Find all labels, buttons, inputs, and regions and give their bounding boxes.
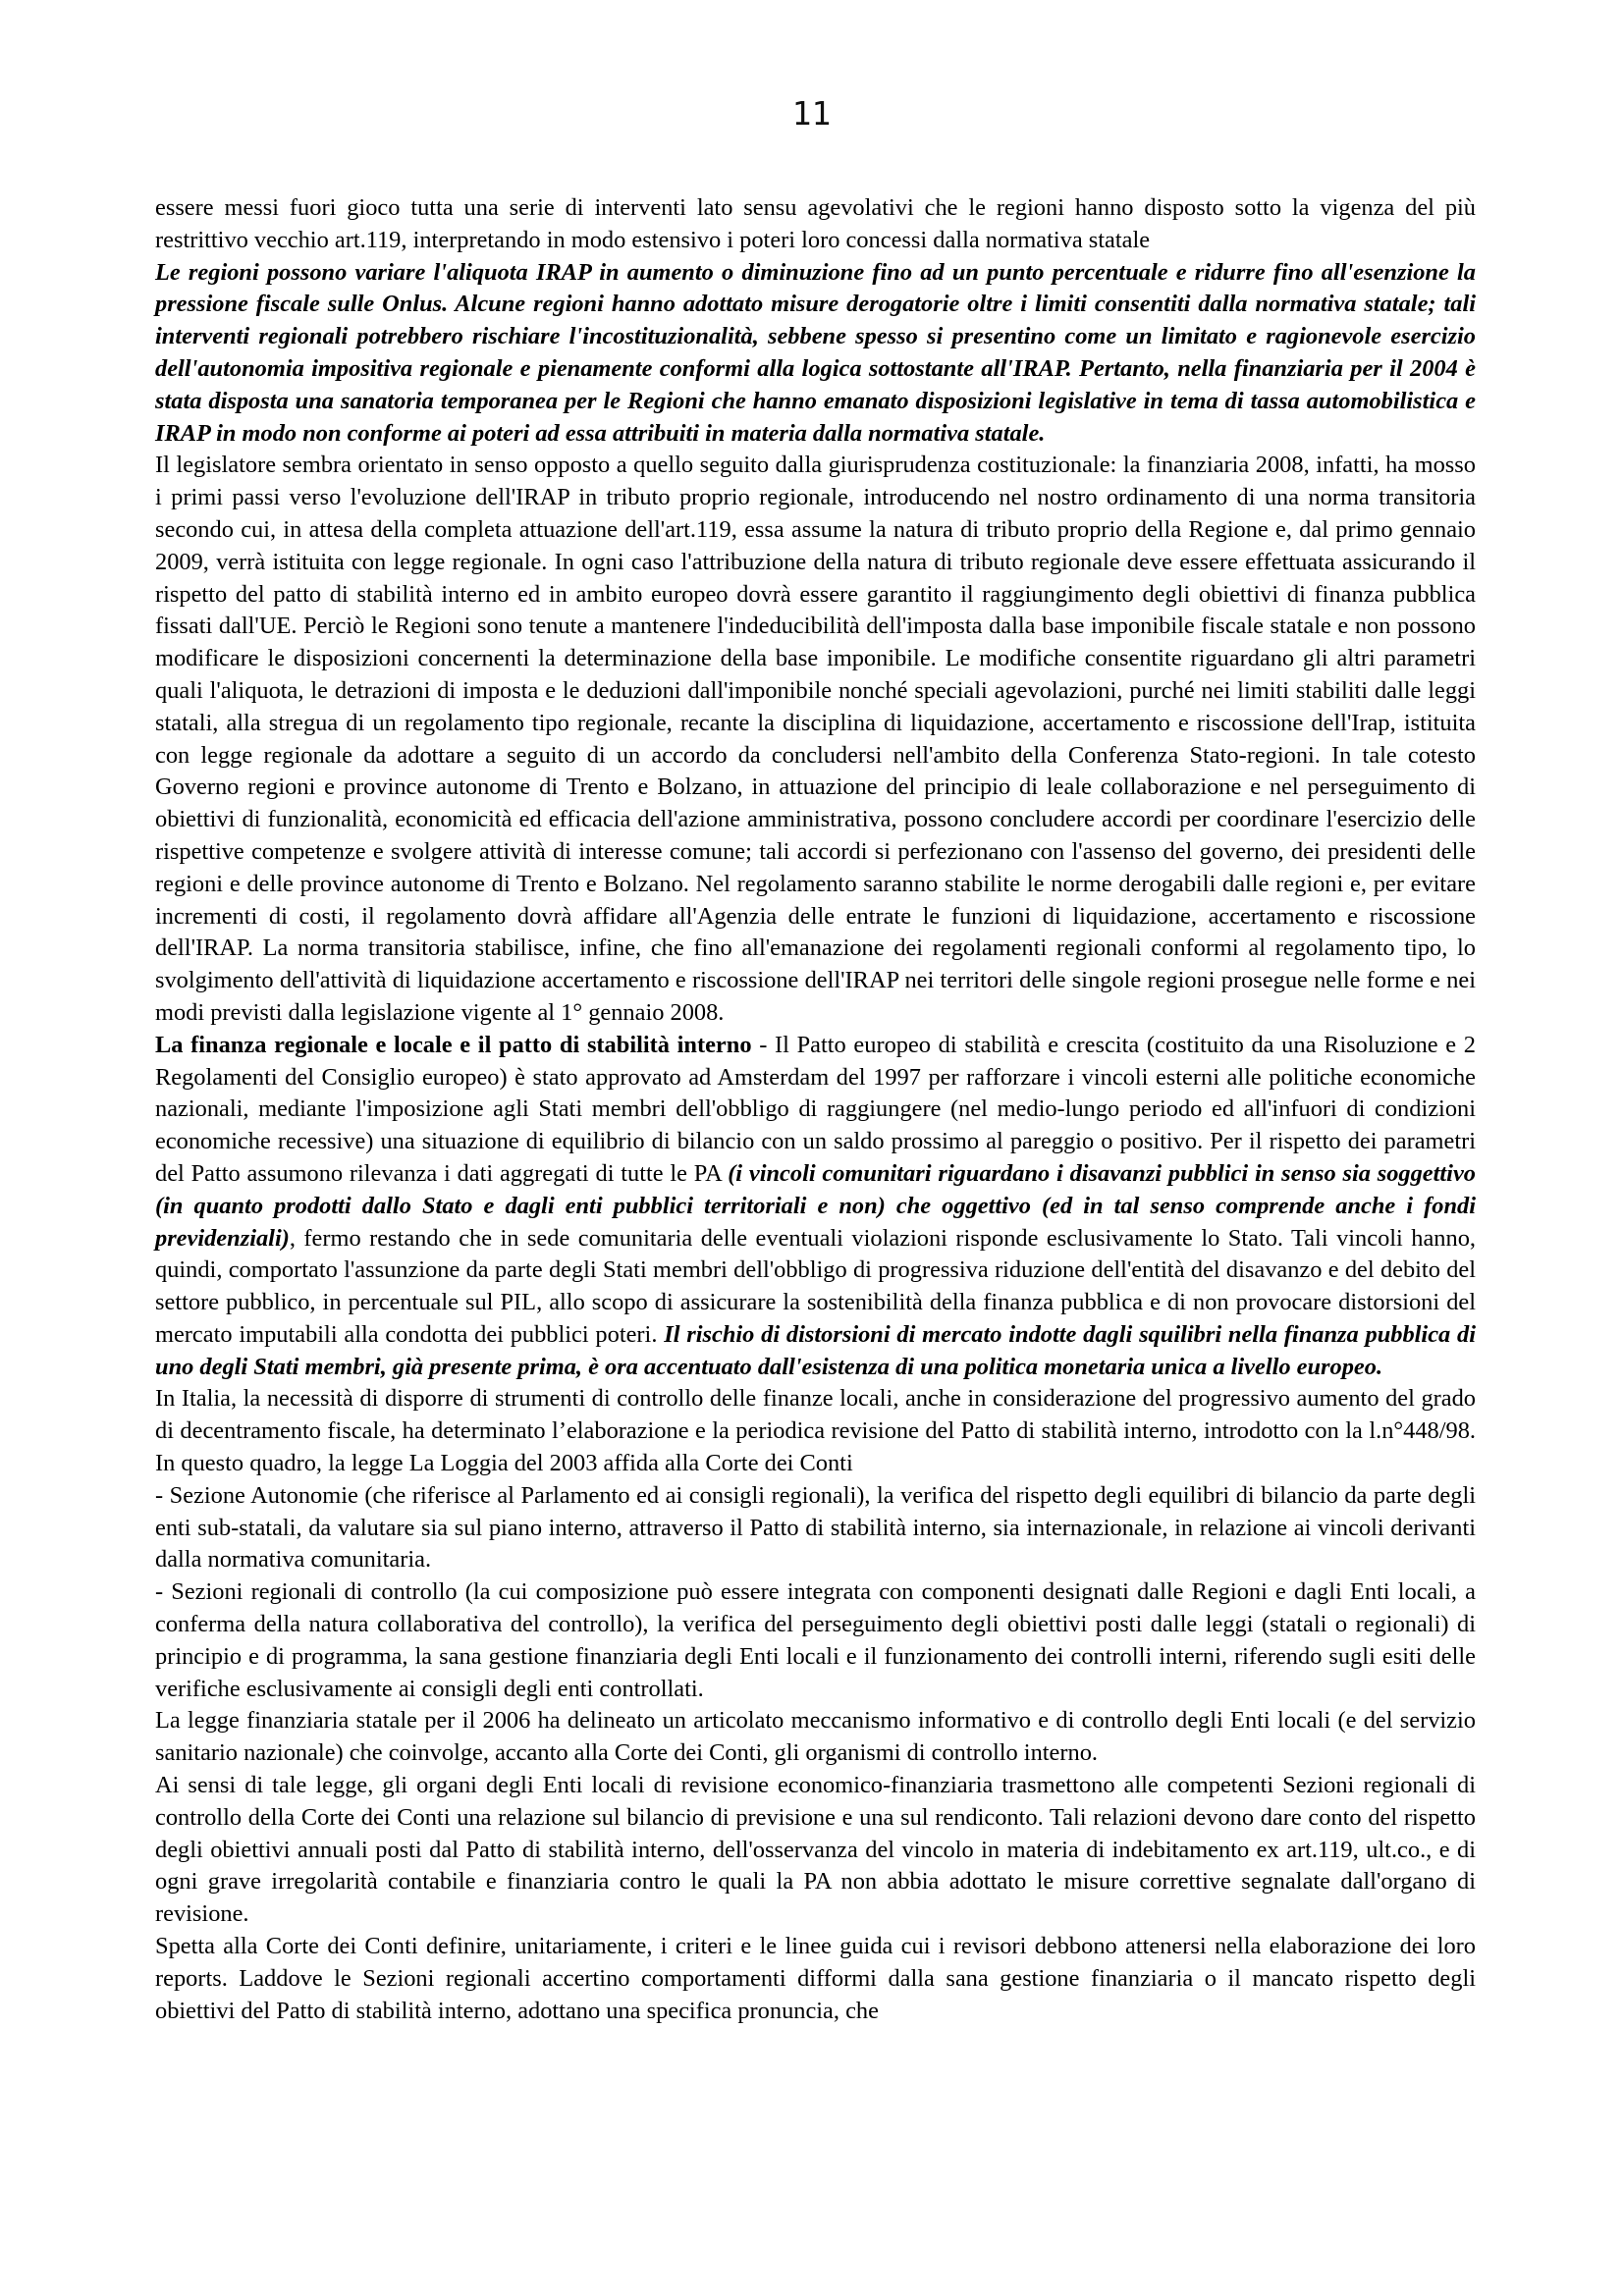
bold-text: Il rischio di distorsioni di mercato indotte dagli squilibri nella finanza pubblica di uno degli Stati membri, già presente prima, è ora accentuato dall'esistenza di una politica monetaria unica a livello europeo.: [155, 1320, 1476, 1380]
bold-paragraph: Le regioni possono variare l'aliquota IRAP in aumento o diminuzione fino ad un punto percentuale e ridurre fino all'esenzione la pressione fiscale sulle Onlus. Alcune regioni hanno adottato misure derogatorie oltre i limiti consentiti dalla normativa statale; tali interventi regionali potrebbero rischiare l'incostituzionalità, sebbene spesso si presentino come un limitato e ragionevole esercizio dell'autonomia impositiva regionale e pienamente conformi alla logica sottostante all'IRAP. Pertanto, nella finanziaria per il 2004 è stata disposta una sanatoria temporanea per le Regioni che hanno emanato disposizioni legislative in tema di tassa automobilistica e IRAP in modo non conforme ai poteri ad essa attribuiti in materia dalla normativa statale.: [155, 258, 1476, 447]
paragraph-text: - Il Patto europeo di stabilità e crescita (costituito da una Risoluzione e 2 Regolamenti del Consiglio europeo) è stato approvato ad Amsterdam del 1997 per rafforzare i vincoli esterni alle politiche economiche nazionali, mediante l'imposizione agli Stati membri dell'obbligo di raggiungere (nel medio-lungo periodo ed all'infuori di condizioni economiche recessive) una situazione di equilibrio di bilancio con un saldo prossimo al pareggio o positivo. Per il rispetto dei parametri del Patto assumono rilevanza i dati aggregati di tutte le PA: [155, 1031, 1476, 1187]
bold-text: (i vincoli comunitari riguardano i disavanzi pubblici in senso sia soggettivo (in quanto prodotti dallo Stato e dagli enti pubblici territoriali e non) che oggettivo (ed in tal senso comprende anche i fondi previdenziali): [155, 1159, 1476, 1252]
paragraph: Ai sensi di tale legge, gli organi degli Enti locali di revisione economico-finanziaria trasmettono alle competenti Sezioni regionali di controllo della Corte dei Conti una relazione sul bilancio di previsione e una sul rendiconto. Tali relazioni devono dare conto del rispetto degli obiettivi annuali posti dal Patto di stabilità interno, dell'osservanza del vincolo in materia di indebitamento ex art.119, ult.co., e di ogni grave irregolarità contabile e finanziaria contro le quali la PA non abbia adottato le misure correttive segnalate dall'organo di revisione.: [155, 1772, 1476, 1928]
paragraph-text: , fermo restando che in sede comunitaria delle eventuali violazioni risponde esclusivamente lo Stato. Tali vincoli hanno, quindi, comportato l'assunzione da parte degli Stati membri dell'obbligo di progressiva riduzione dell'entità del disavanzo e del debito del settore pubblico, in percentuale sul PIL, allo scopo di assicurare la sostenibilità della finanza pubblica e di non provocare distorsioni del mercato imputabili alla condotta dei pubblici poteri.: [155, 1224, 1476, 1348]
page-number: 11: [791, 94, 832, 133]
paragraph: - Sezione Autonomie (che riferisce al Parlamento ed ai consigli regionali), la verifica del rispetto degli equilibri di bilancio da parte degli enti sub-statali, da valutare sia sul piano interno, attraverso il Patto di stabilità interno, sia internazionale, in relazione ai vincoli derivanti dalla normativa comunitaria.: [155, 1481, 1476, 1574]
document-body: [155, 192, 1476, 2027]
paragraph: La legge finanziaria statale per il 2006 ha delineato un articolato meccanismo informativo e di controllo degli Enti locali (e del servizio sanitario nazionale) che coinvolge, accanto alla Corte dei Conti, gli organismi di controllo interno.: [155, 1707, 1476, 1767]
paragraph: - Sezioni regionali di controllo (la cui composizione può essere integrata con componenti designati dalle Regioni e dagli Enti locali, a conferma della natura collaborativa del controllo), la verifica del perseguimento degli obiettivi posti dalle leggi (statali o regionali) di principio e di programma, la sana gestione finanziaria degli Enti locali e il funzionamento dei controlli interni, riferendo sugli esiti delle verifiche esclusivamente ai consigli degli enti controllati.: [155, 1578, 1476, 1702]
paragraph: essere messi fuori gioco tutta una serie di interventi lato sensu agevolativi che le regioni hanno disposto sotto la vigenza del più restrittivo vecchio art.119, interpretando in modo estensivo i poteri loro concessi dalla normativa statale: [155, 194, 1476, 253]
section-heading: La finanza regionale e locale e il patto di stabilità interno: [155, 1031, 752, 1058]
paragraph: Il legislatore sembra orientato in senso opposto a quello seguito dalla giurisprudenza costituzionale: la finanziaria 2008, infatti, ha mosso i primi passi verso l'evoluzione dell'IRAP in tributo proprio regionale, introducendo nel nostro ordinamento di una norma transitoria secondo cui, in attesa della completa attuazione dell'art.119, essa assume la natura di tributo proprio della Regione e, dal primo gennaio 2009, verrà istituita con legge regionale. In ogni caso l'attribuzione della natura di tributo regionale deve essere effettuata assicurando il rispetto del patto di stabilità interno ed in ambito europeo dovrà essere garantito il raggiungimento degli obiettivi di finanza pubblica fissati dall'UE. Perciò le Regioni sono tenute a mantenere l'indeducibilità dell'imposta dalla base imponibile fiscale statale e non possono modificare le disposizioni concernenti la determinazione della base imponibile. Le modifiche consentite riguardano gli altri parametri quali l'aliquota, le detrazioni di imposta e le deduzioni dall'imponibile nonché speciali agevolazioni, purché nei limiti stabiliti dalle leggi statali, alla stregua di un regolamento tipo regionale, recante la disciplina di liquidazione, accertamento e riscossione dell'Irap, istituita con legge regionale da adottare a seguito di un accordo da concludersi nell'ambito della Conferenza Stato-regioni. In tale cotesto Governo regioni e province autonome di Trento e Bolzano, in attuazione del principio di leale collaborazione e nel perseguimento di obiettivi di funzionalità, economicità ed efficacia dell'azione amministrativa, possono concludere accordi per coordinare l'esercizio delle rispettive competenze e svolgere attività di interesse comune; tali accordi si perfezionano con l'assenso del governo, dei presidenti delle regioni e delle province autonome di Trento e Bolzano. Nel regolamento saranno stabilite le norme derogabili dalle regioni e, per evitare incrementi di costi, il regolamento dovrà affidare all'Agenzia delle entrate le funzioni di liquidazione, accertamento e riscossione dell'IRAP. La norma transitoria stabilisce, infine, che fino all'emanazione dei regolamenti regionali conformi al regolamento tipo, lo svolgimento dell'attività di liquidazione accertamento e riscossione dell'IRAP nei territori delle singole regioni prosegue nelle forme e nei modi previsti dalla legislazione vigente al 1° gennaio 2008.: [155, 452, 1476, 1026]
paragraph: In Italia, la necessità di disporre di strumenti di controllo delle finanze locali, anche in considerazione del progressivo aumento del grado di decentramento fiscale, ha determinato l’elaborazione e la periodica revisione del Patto di stabilità interno, introdotto con la l.n°448/98. In questo quadro, la legge La Loggia del 2003 affida alla Corte dei Conti: [155, 1385, 1476, 1477]
paragraph: Spetta alla Corte dei Conti definire, unitariamente, i criteri e le linee guida cui i revisori debbono attenersi nella elaborazione dei loro reports. Laddove le Sezioni regionali accertino comportamenti difformi dalla sana gestione finanziaria o il mancato rispetto degli obiettivi del Patto di stabilità interno, adottano una specifica pronuncia, che: [155, 1933, 1476, 2024]
paragraph-patto: [155, 1030, 1476, 1384]
